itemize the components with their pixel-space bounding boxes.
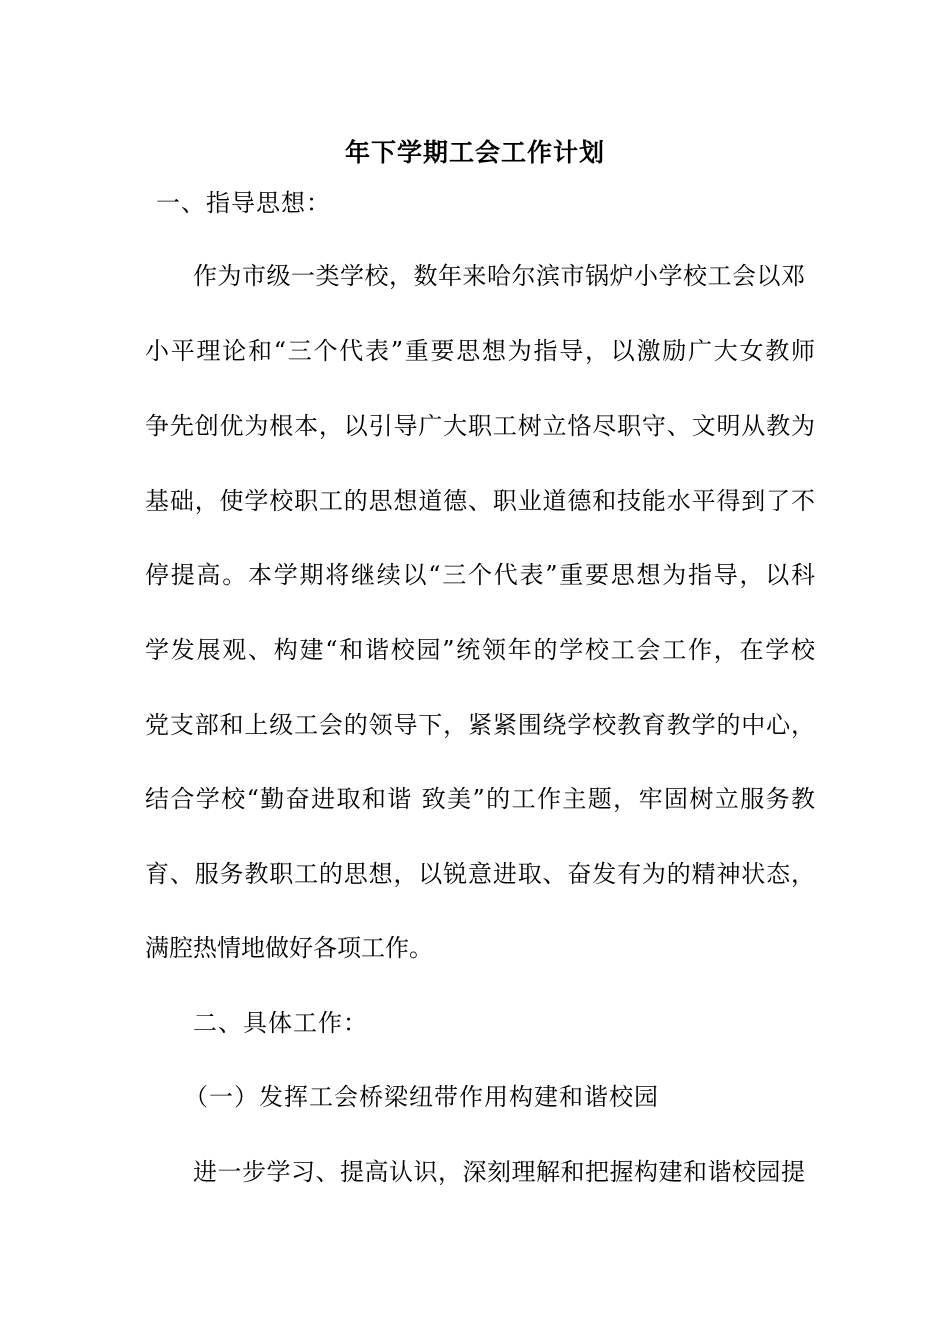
- document-title: 年下学期工会工作计划: [344, 138, 605, 167]
- paragraph-line: 结合学校“勤奋进取和谐 致美”的工作主题，牢固树立服务教: [145, 785, 815, 813]
- paragraph-line: 作为市级一类学校，数年来哈尔滨市锅炉小学校工会以邓: [193, 262, 805, 290]
- paragraph-line: 停提高。本学期将继续以“三个代表”重要思想为指导，以科: [145, 561, 815, 589]
- paragraph-line: 党支部和上级工会的领导下，紧紧围绕学校教育教学的中心，: [145, 711, 815, 739]
- subsection1-heading: （一）发挥工会桥梁纽带作用构建和谐校园: [184, 1083, 659, 1111]
- section1-heading: 一、指导思想：: [156, 189, 331, 217]
- paragraph-line: 育、服务教职工的思想，以锐意进取、奋发有为的精神状态，: [145, 860, 815, 888]
- paragraph-line: 满腔热情地做好各项工作。: [145, 934, 433, 962]
- paragraph-line: 学发展观、构建“和谐校园”统领年的学校工会工作，在学校: [145, 636, 815, 664]
- paragraph-line: 进一步学习、提高认识，深刻理解和把握构建和谐校园提: [193, 1158, 805, 1186]
- paragraph-line: 基础，使学校职工的思想道德、职业道德和技能水平得到了不: [145, 487, 815, 515]
- section2-heading: 二、具体工作：: [193, 1009, 368, 1037]
- paragraph-line: 小平理论和“三个代表”重要思想为指导，以激励广大女教师: [145, 337, 815, 365]
- paragraph-line: 争先创优为根本，以引导广大职工树立恪尽职守、文明从教为: [145, 412, 815, 440]
